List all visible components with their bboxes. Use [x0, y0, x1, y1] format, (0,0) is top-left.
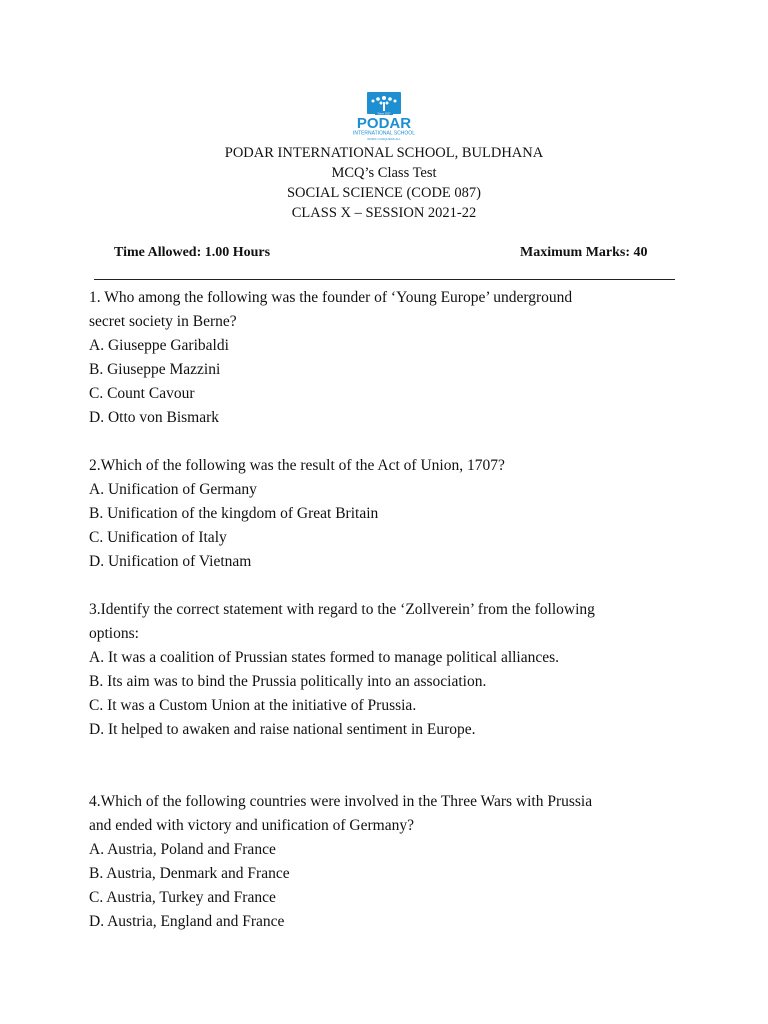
- option: D. Otto von Bismark: [89, 409, 220, 426]
- logo-since: Since 1927: [377, 112, 391, 116]
- question-text: secret society in Berne?: [89, 313, 237, 330]
- option: C. Austria, Turkey and France: [89, 889, 276, 906]
- option: A. Unification of Germany: [89, 481, 257, 498]
- question-2: [89, 454, 689, 574]
- question-4: [89, 790, 689, 934]
- question-text: and ended with victory and unification of Germany?: [89, 817, 414, 834]
- test-title: MCQ’s Class Test: [331, 165, 437, 181]
- logo-tagline: WORK CONQUERS ALL: [367, 137, 401, 141]
- option: A. It was a coalition of Prussian states formed to manage political alliances.: [89, 649, 560, 666]
- option: B. Austria, Denmark and France: [89, 865, 290, 882]
- question-text: 4.Which of the following countries were involved in the Three Wars with Prussia: [89, 793, 593, 810]
- option: C. It was a Custom Union at the initiative of Prussia.: [89, 697, 417, 714]
- option: B. Its aim was to bind the Prussia politically into an association.: [89, 673, 487, 690]
- question-1: [89, 286, 689, 430]
- question-text: 1. Who among the following was the founder of ‘Young Europe’ underground: [89, 289, 573, 306]
- exam-meta: [0, 245, 768, 265]
- question-3: [89, 598, 689, 742]
- school-name: PODAR INTERNATIONAL SCHOOL, BULDHANA: [224, 145, 544, 161]
- option: B. Unification of the kingdom of Great Britain: [89, 505, 379, 522]
- subject-title: SOCIAL SCIENCE (CODE 087): [286, 185, 481, 201]
- question-text: 2.Which of the following was the result of the Act of Union, 1707?: [89, 457, 505, 474]
- time-allowed: Time Allowed: 1.00 Hours: [114, 245, 271, 260]
- option: D. Unification of Vietnam: [89, 553, 252, 570]
- option: C. Unification of Italy: [89, 529, 227, 546]
- option: D. It helped to awaken and raise national sentiment in Europe.: [89, 721, 476, 738]
- header-divider: [94, 279, 675, 280]
- option: A. Giuseppe Garibaldi: [89, 337, 229, 354]
- option: A. Austria, Poland and France: [89, 841, 276, 858]
- option: B. Giuseppe Mazzini: [89, 361, 221, 378]
- option: D. Austria, England and France: [89, 913, 285, 930]
- document-header: [0, 143, 768, 223]
- option: C. Count Cavour: [89, 385, 195, 402]
- class-session: CLASS X – SESSION 2021-22: [291, 205, 477, 221]
- question-text: 3.Identify the correct statement with regard to the ‘Zollverein’ from the following: [89, 601, 595, 618]
- question-text: options:: [89, 625, 139, 642]
- logo-org: INTERNATIONAL SCHOOL: [353, 130, 415, 137]
- logo-brand: PODAR: [356, 115, 412, 132]
- school-logo: [334, 90, 434, 142]
- question-list: [89, 286, 689, 934]
- maximum-marks: Maximum Marks: 40: [520, 245, 648, 260]
